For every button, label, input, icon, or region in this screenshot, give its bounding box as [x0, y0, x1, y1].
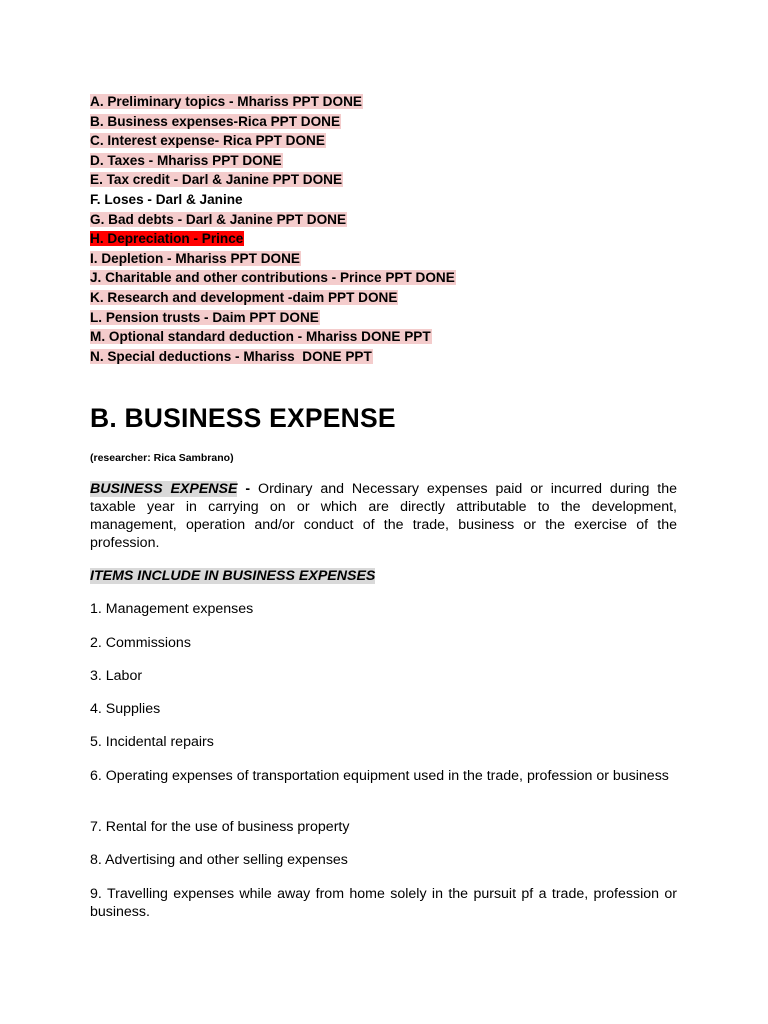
- topic-item-k: K. Research and development -daim PPT DONE: [90, 289, 398, 305]
- topic-item-m: M. Optional standard deduction - Mhariss DONE PPT: [90, 329, 431, 345]
- expense-item-5: 5. Incidental repairs: [90, 734, 214, 750]
- business-expense-definition: [90, 480, 677, 552]
- expense-item-1: 1. Management expenses: [90, 601, 254, 617]
- document-page: [90, 92, 678, 920]
- topic-item-c: C. Interest expense- Rica PPT DONE: [90, 133, 325, 149]
- definition-term: BUSINESS EXPENSE: [90, 481, 238, 497]
- definition-text: Ordinary and Necessary expenses paid or incurred during the taxable year in carrying on or which are directly attributable to the development, management, operation and/or conduct of the trade, business or the exercise of the profession.: [90, 481, 678, 551]
- topic-item-f: F. Loses - Darl & Janine: [90, 191, 243, 207]
- topic-item-i: I. Depletion - Mhariss PPT DONE: [90, 250, 300, 266]
- topic-item-n: N. Special deductions - Mhariss DONE PPT: [90, 348, 372, 364]
- expense-item-3: 3. Labor: [90, 668, 143, 684]
- topic-item-e: E. Tax credit - Darl & Janine PPT DONE: [90, 172, 343, 188]
- expense-item-9: 9. Travelling expenses while away from home solely in the pursuit pf a trade, profession or business.: [90, 886, 677, 920]
- definition-dash: -: [237, 481, 259, 497]
- expense-item-4: 4. Supplies: [90, 701, 161, 717]
- expense-item-7: 7. Rental for the use of business property: [90, 819, 350, 835]
- topic-item-a: A. Preliminary topics - Mhariss PPT DONE: [90, 94, 362, 109]
- expense-item-2: 2. Commissions: [90, 635, 191, 651]
- expense-item-8: 8. Advertising and other selling expenses: [90, 852, 348, 868]
- topic-item-d: D. Taxes - Mhariss PPT DONE: [90, 152, 282, 168]
- topic-item-h: H. Depreciation - Prince: [90, 231, 244, 247]
- topic-item-g: G. Bad debts - Darl & Janine PPT DONE: [90, 211, 347, 227]
- topic-item-b: B. Business expenses-Rica PPT DONE: [90, 113, 341, 129]
- topic-item-l: L. Pension trusts - Daim PPT DONE: [90, 309, 319, 325]
- researcher-credit: (researcher: Rica Sambrano): [90, 452, 234, 464]
- items-heading: ITEMS INCLUDE IN BUSINESS EXPENSES: [90, 568, 376, 584]
- expense-item-6: 6. Operating expenses of transportation equipment used in the trade, profession or business: [90, 768, 669, 784]
- topic-assignment-list: [90, 92, 677, 366]
- topic-item-j: J. Charitable and other contributions - Prince PPT DONE: [90, 270, 455, 286]
- section-heading: B. BUSINESS EXPENSE: [90, 403, 396, 433]
